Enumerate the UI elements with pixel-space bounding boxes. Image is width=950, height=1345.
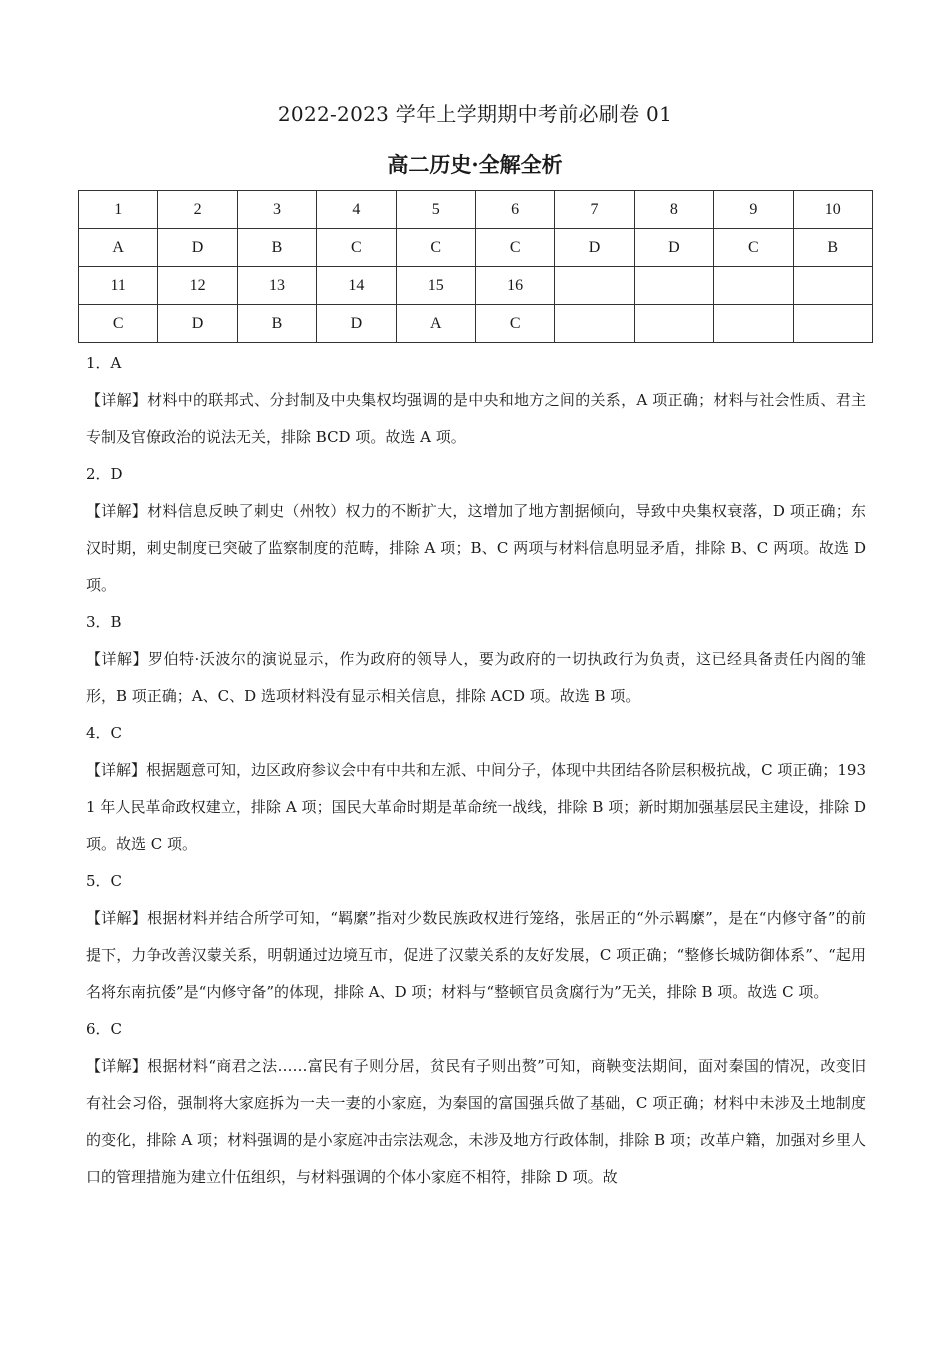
table-cell: C [396,229,475,267]
question-explanation [86,641,866,715]
table-cell: 4 [317,191,396,229]
table-cell: C [475,229,554,267]
document-title: 2022-2023 学年上学期期中考前必刷卷 01 [277,102,673,126]
table-cell: A [396,305,475,343]
table-row-question-numbers [79,191,873,229]
table-cell: D [317,305,396,343]
detail-label: 【详解】 [86,761,147,779]
table-cell: 9 [714,191,793,229]
table-cell: C [317,229,396,267]
table-cell: B [237,305,316,343]
table-cell [714,305,793,343]
table-cell [793,267,872,305]
detail-label: 【详解】 [86,502,148,520]
question-number: 6．C [86,1020,123,1038]
question-number: 2．D [86,465,123,483]
table-cell [793,305,872,343]
table-cell [634,267,713,305]
table-cell: 1 [79,191,158,229]
table-cell: 12 [158,267,237,305]
detail-text: 罗伯特·沃波尔的演说显示，作为政府的领导人，要为政府的一切执政行为负责，这已经具备责任内阁的雏形，B 项正确；A、C、D 选项材料没有显示相关信息，排除 ACD 项。故选 B 项。 [86,650,866,705]
question-explanation [86,382,866,456]
question-explanation [86,900,866,1011]
detail-text: 根据题意可知，边区政府参议会中有中共和左派、中间分子，体现中共团结各阶层积极抗战，C 项正确；1931 年人民革命政权建立，排除 A 项；国民大革命时期是革命统一战线，排除 B 项；新时期加强基层民主建设，排除 D 项。故选 C 项。 [86,761,866,853]
table-row-answers [79,229,873,267]
table-cell: D [158,305,237,343]
question-explanation [86,493,866,604]
table-cell: 13 [237,267,316,305]
table-cell: 16 [475,267,554,305]
table-cell: 10 [793,191,872,229]
table-cell: C [79,305,158,343]
table-cell: 15 [396,267,475,305]
table-cell: B [793,229,872,267]
detail-text: 根据材料并结合所学可知，“羁縻”指对少数民族政权进行笼络，张居正的“外示羁縻”，是在“内修守备”的前提下，力争改善汉蒙关系，明朝通过边境互市，促进了汉蒙关系的友好发展，C 项正确；“整修长城防御体系”、“起用名将东南抗倭”是“内修守备”的体现，排除 A、D 项；材料与“整顿官员贪腐行为”无关，排除 B 项。故选 C 项。 [86,909,866,1001]
question-number: 4．C [86,724,123,742]
table-cell: 7 [555,191,634,229]
table-cell: 11 [79,267,158,305]
table-cell: 3 [237,191,316,229]
document-subtitle: 高二历史·全解全析 [387,152,563,177]
table-cell: A [79,229,158,267]
table-row-question-numbers [79,267,873,305]
table-cell: 6 [475,191,554,229]
table-cell: D [634,229,713,267]
table-row-answers [79,305,873,343]
question-explanation [86,752,866,863]
detail-label: 【详解】 [86,909,148,927]
question-number: 1．A [86,354,122,372]
table-cell: D [555,229,634,267]
table-cell: 14 [317,267,396,305]
table-cell: C [475,305,554,343]
table-cell: 5 [396,191,475,229]
detail-text: 材料中的联邦式、分封制及中央集权均强调的是中央和地方之间的关系，A 项正确；材料与社会性质、君主专制及官僚政治的说法无关，排除 BCD 项。故选 A 项。 [86,391,866,446]
detail-text: 根据材料“商君之法……富民有子则分居，贫民有子则出赘”可知，商鞅变法期间，面对秦国的情况，改变旧有社会习俗，强制将大家庭拆为一夫一妻的小家庭，为秦国的富国强兵做了基础，C 项正确；材料中未涉及土地制度的变化，排除 A 项；材料强调的是小家庭冲击宗法观念，未涉及地方行政体制，排除 B 项；改革户籍，加强对乡里人口的管理措施为建立什伍组织，与材料强调的个体小家庭不相符，排除 D 项。故 [86,1057,866,1186]
table-cell [555,267,634,305]
table-cell [714,267,793,305]
detail-label: 【详解】 [86,1057,148,1075]
detail-text: 材料信息反映了刺史（州牧）权力的不断扩大，这增加了地方割据倾向，导致中央集权衰落，D 项正确；东汉时期，刺史制度已突破了监察制度的范畴，排除 A 项；B、C 两项与材料信息明显矛盾，排除 B、C 两项。故选 D 项。 [86,502,866,594]
table-cell: 8 [634,191,713,229]
question-number: 5．C [86,872,123,890]
detail-label: 【详解】 [86,650,149,668]
question-explanation [86,1048,866,1196]
question-number: 3．B [86,613,122,631]
table-cell: C [714,229,793,267]
detail-label: 【详解】 [86,391,148,409]
table-cell: B [237,229,316,267]
table-cell: D [158,229,237,267]
table-cell [555,305,634,343]
table-cell [634,305,713,343]
explanations [86,345,866,1196]
table-cell: 2 [158,191,237,229]
answer-table [78,190,873,343]
